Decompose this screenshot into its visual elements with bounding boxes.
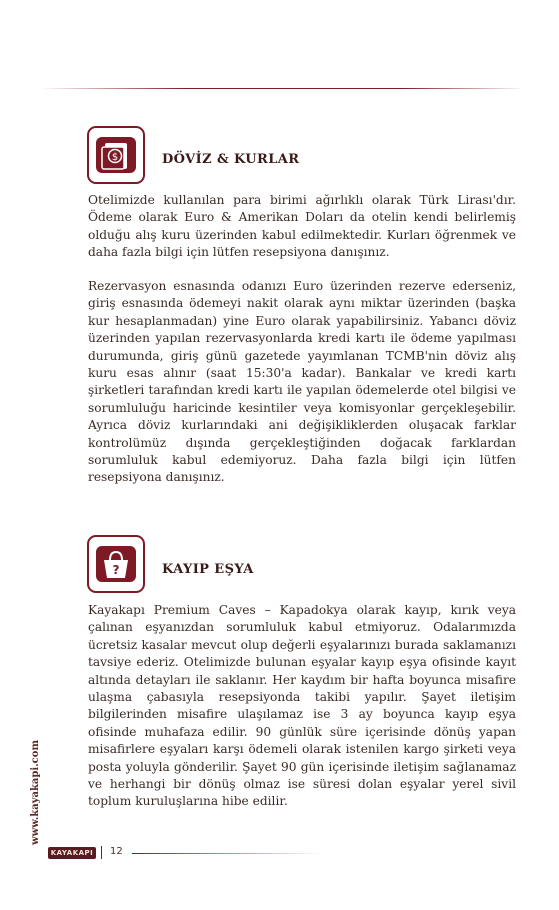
footer-divider bbox=[132, 853, 322, 854]
footer-logo: KAYAKAPI bbox=[48, 847, 96, 859]
lost-property-paragraph: Kayakapı Premium Caves – Kapadokya olarak kayıp, kırık veya çalınan eşyanızdan sorumluluk kabul etmiyoruz. Odalarımızda ücretsiz kasalar mevcut olup değerli eşyalarınızı burada saklamanızı tavsiye ederiz. Otelimizde bulunan eşyalar kayıp eşya ofisinde kayıt altında detayları ile saklanır. Her kaydım bir hafta boyunca misafire ulaşma çabasıyla resepsiyonda takibi yapılır. Şayet iletişim bilgilerinden misafire ulaşılamaz ise 3 ay boyunca kayıp eşya ofisinde muhafaza edilir. 90 günlük süre içerisinde dönüş yapan misafirlere eşyaları karşı ödemeli olarak istenilen kargo şirketi veya posta yoluyla gönderilir. Şayet 90 gün içerisinde iletişim sağlanamaz ve herhangi bir dönüş olmaz ise süresi dolan eşyalar yerel sivil toplum kuruluşlarına hibe edilir. bbox=[88, 603, 516, 809]
svg-text:?: ? bbox=[112, 563, 120, 577]
footer-separator bbox=[101, 846, 102, 859]
svg-text:$: $ bbox=[111, 152, 119, 163]
side-website-url: www.kayakapi.com bbox=[30, 739, 41, 845]
lost-items-bag-icon bbox=[87, 535, 145, 593]
currency-paragraph-2: Rezervasyon esnasında odanızı Euro üzerinden rezerve ederseniz, giriş esnasında ödemeyi nakit olarak aynı miktar üzerinden (başka kur hesaplanmadan) yine Euro olarak yapabilirsiniz. Yabancı döviz üzerinden yapılan rezervasyonlarda kredi kartı ile ödeme yapılması durumunda, giriş günü gazetede yayımlanan TCMB'nin döviz alış kuru esas alınır (saat 15:30'a kadar). Bankalar ve kredi kartı şirketleri tarafından kredi kartı ile yapılan ödemelerde otel bilgisi ve sorumluluğu haricinde kesintiler veya komisyonlar gerçekleşebilir. Ayrıca döviz kurlarındaki ani değişikliklerden oluşacak farklar kontrolümüz dışında gerçekleştiğinden doğacak farklardan sorumluluk kabul edemiyoruz. Daha fazla bilgi için lütfen resepsiyona danışınız. bbox=[88, 279, 516, 485]
money-exchange-icon bbox=[87, 126, 145, 184]
section-title-currency: DÖVİZ & KURLAR bbox=[162, 152, 300, 167]
currency-paragraph-1: Otelimizde kullanılan para birimi ağırlıklı olarak Türk Lirası'dır. Ödeme olarak Euro & Amerikan Doları da otelin kendi belirlemiş olduğu alış kuru üzerinden kabul edilmektedir. Kurları öğrenmek ve daha fazla bilgi için lütfen resepsiyona danışınız. bbox=[88, 193, 516, 260]
page-number: 12 bbox=[110, 846, 123, 857]
section-title-lost-property: KAYIP EŞYA bbox=[162, 562, 254, 577]
top-divider bbox=[45, 88, 520, 89]
